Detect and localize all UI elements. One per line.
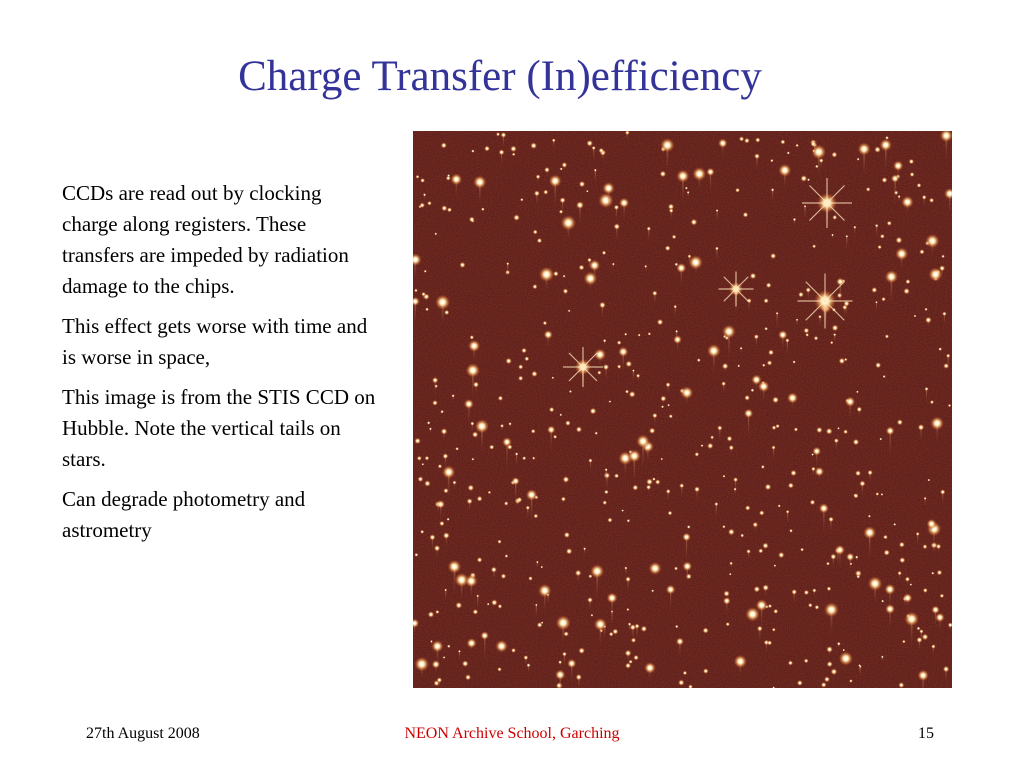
paragraph-effect-worse: This effect gets worse with time and is worse in space, xyxy=(62,314,368,369)
footer-page-number: 15 xyxy=(918,725,934,742)
footer-date: 27th August 2008 xyxy=(86,725,200,742)
footer-event-name: NEON Archive School, Garching xyxy=(404,725,620,742)
paragraph-degrade: Can degrade photometry and astrometry xyxy=(62,487,306,542)
stis-ccd-star-field-image xyxy=(413,131,952,688)
star-field-graphic xyxy=(413,131,952,688)
slide-body-text xyxy=(62,178,377,555)
paragraph-stis-image: This image is from the STIS CCD on Hubble. Note the vertical tails on stars. xyxy=(62,385,376,471)
slide-title: Charge Transfer (In)efficiency xyxy=(238,53,762,100)
paragraph-ccd-readout: CCDs are read out by clocking charge along registers. These transfers are impeded by radiation damage to the chips. xyxy=(62,181,349,298)
